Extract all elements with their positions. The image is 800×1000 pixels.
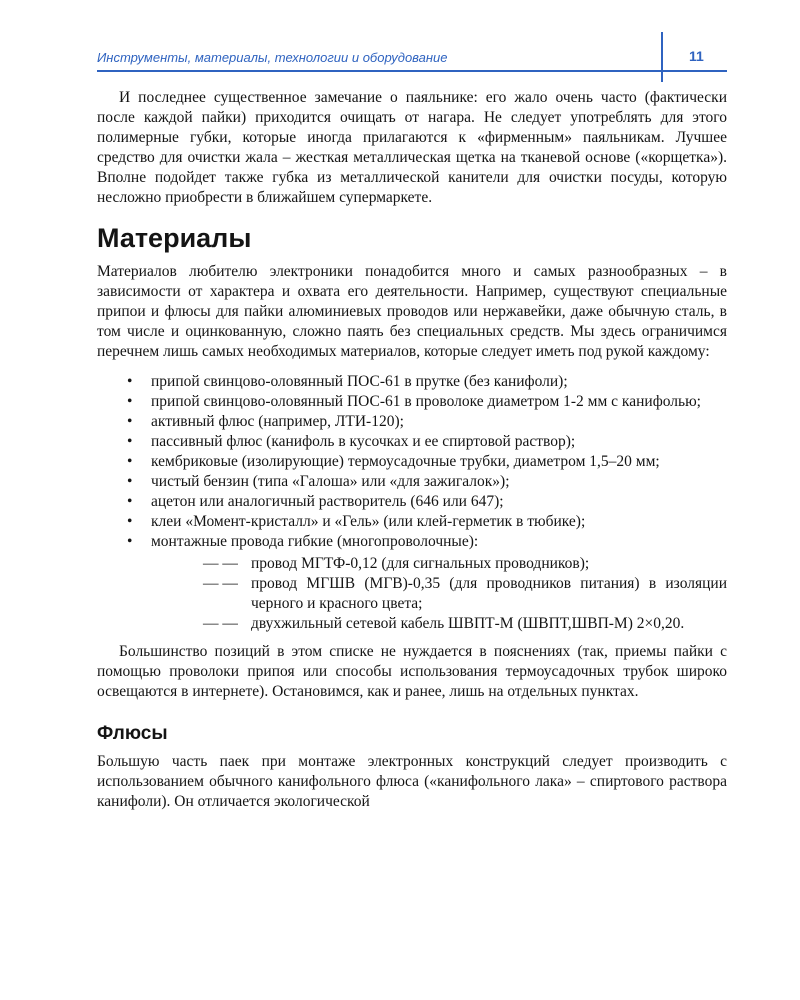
page-number: 11 [689,48,704,64]
list-item: • кембриковые (изолирующие) термоусадочные трубки, диаметром 1,5–20 мм; [127,453,660,470]
dash-icon: — — [203,615,238,632]
bullet-icon: • [127,513,133,530]
dash-icon: — — [203,555,238,572]
page-body [97,88,727,812]
bullet-icon: • [127,433,133,450]
list-item: • клеи «Момент-кристалл» и «Гель» (или клей-герметик в тюбике); [127,513,586,530]
list-item: • активный флюс (например, ЛТИ-120); [127,413,404,430]
list-item: • ацетон или аналогичный растворитель (646 или 647); [127,493,504,510]
section-heading-materials: Материалы [97,223,252,253]
bullet-icon: • [127,393,133,410]
bullet-icon: • [127,413,133,430]
list-item: • чистый бензин (типа «Галоша» или «для зажигалок»); [127,473,510,490]
fluxes-paragraph: Большую часть паек при монтаже электронных конструкций следует производить с использованием обычного канифольного флюса («канифольного лака» – спиртового раствора канифоли). Он отличается экологической [97,753,727,810]
bullet-icon: • [127,373,133,390]
header-horizontal-rule [97,70,727,72]
sublist-item: — — провод МГТФ-0,12 (для сигнальных проводников); [203,555,590,572]
bullet-icon: • [127,533,133,550]
list-item: • припой свинцово-оловянный ПОС-61 в проволоке диаметром 1-2 мм с канифолью; [127,393,701,410]
materials-closing-paragraph: Большинство позиций в этом списке не нуждается в пояснениях (так, приемы пайки с помощью проволоки припоя или способы использования термоусадочных трубок широко освещаются в интернете). Остановимся, как и ранее, лишь на отдельных пунктах. [97,643,727,700]
list-item: • припой свинцово-оловянный ПОС-61 в прутке (без канифоли); [127,373,568,390]
dash-icon: — — [203,575,238,592]
page-header [97,46,727,70]
bullet-icon: • [127,493,133,510]
list-item: • монтажные провода гибкие (многопроволочные): — — провод МГТФ-0,12 (для сигнальных проводников); — — провод МГШВ (МГВ)-0,35 (для проводников питания) в изоляции черного и красного цвета; — — двухжильный сетевой кабель ШВПТ-М (ШВПТ,ШВП-М) 2×0,20. [127,533,727,632]
materials-paragraph: Материалов любителю электроники понадобится много и самых разнообразных – в зависимости от характера и охвата его деятельности. Например, существуют специальные припои и флюсы для пайки алюминиевых проводов или нержавейки, даже обычную сталь, в том числе и оцинкованную, сложно паять без специальных средств. Мы здесь ограничимся перечнем лишь самых необходимых материалов, которые следует иметь под рукой каждому: [97,263,727,360]
materials-list [97,372,727,634]
header-vertical-rule [661,32,663,82]
section-heading-fluxes: Флюсы [97,723,168,744]
list-item: • пассивный флюс (канифоль в кусочках и ее спиртовой раствор); [127,433,576,450]
intro-paragraph: И последнее существенное замечание о паяльнике: его жало очень часто (фактически после каждой пайки) приходится очищать от нагара. Не следует употреблять для этого полимерные губки, которые иногда прилагаются к «фирменным» паяльникам. Лучшее средство для очистки жала – жесткая металлическая щетка на тканевой основе («корщетка»). Вполне подойдет также губка из металлической канители для очистки посуды, которую несложно приобрести в ближайшем супермаркете. [97,89,727,206]
running-header-title: Инструменты, материалы, технологии и оборудование [97,50,448,65]
sublist-item: — — двухжильный сетевой кабель ШВПТ-М (ШВПТ,ШВП-М) 2×0,20. [203,615,685,632]
sublist-item: — — провод МГШВ (МГВ)-0,35 (для проводников питания) в изоляции черного и красного цвета; [203,575,727,612]
wires-sublist [151,554,727,634]
bullet-icon: • [127,473,133,490]
bullet-icon: • [127,453,133,470]
